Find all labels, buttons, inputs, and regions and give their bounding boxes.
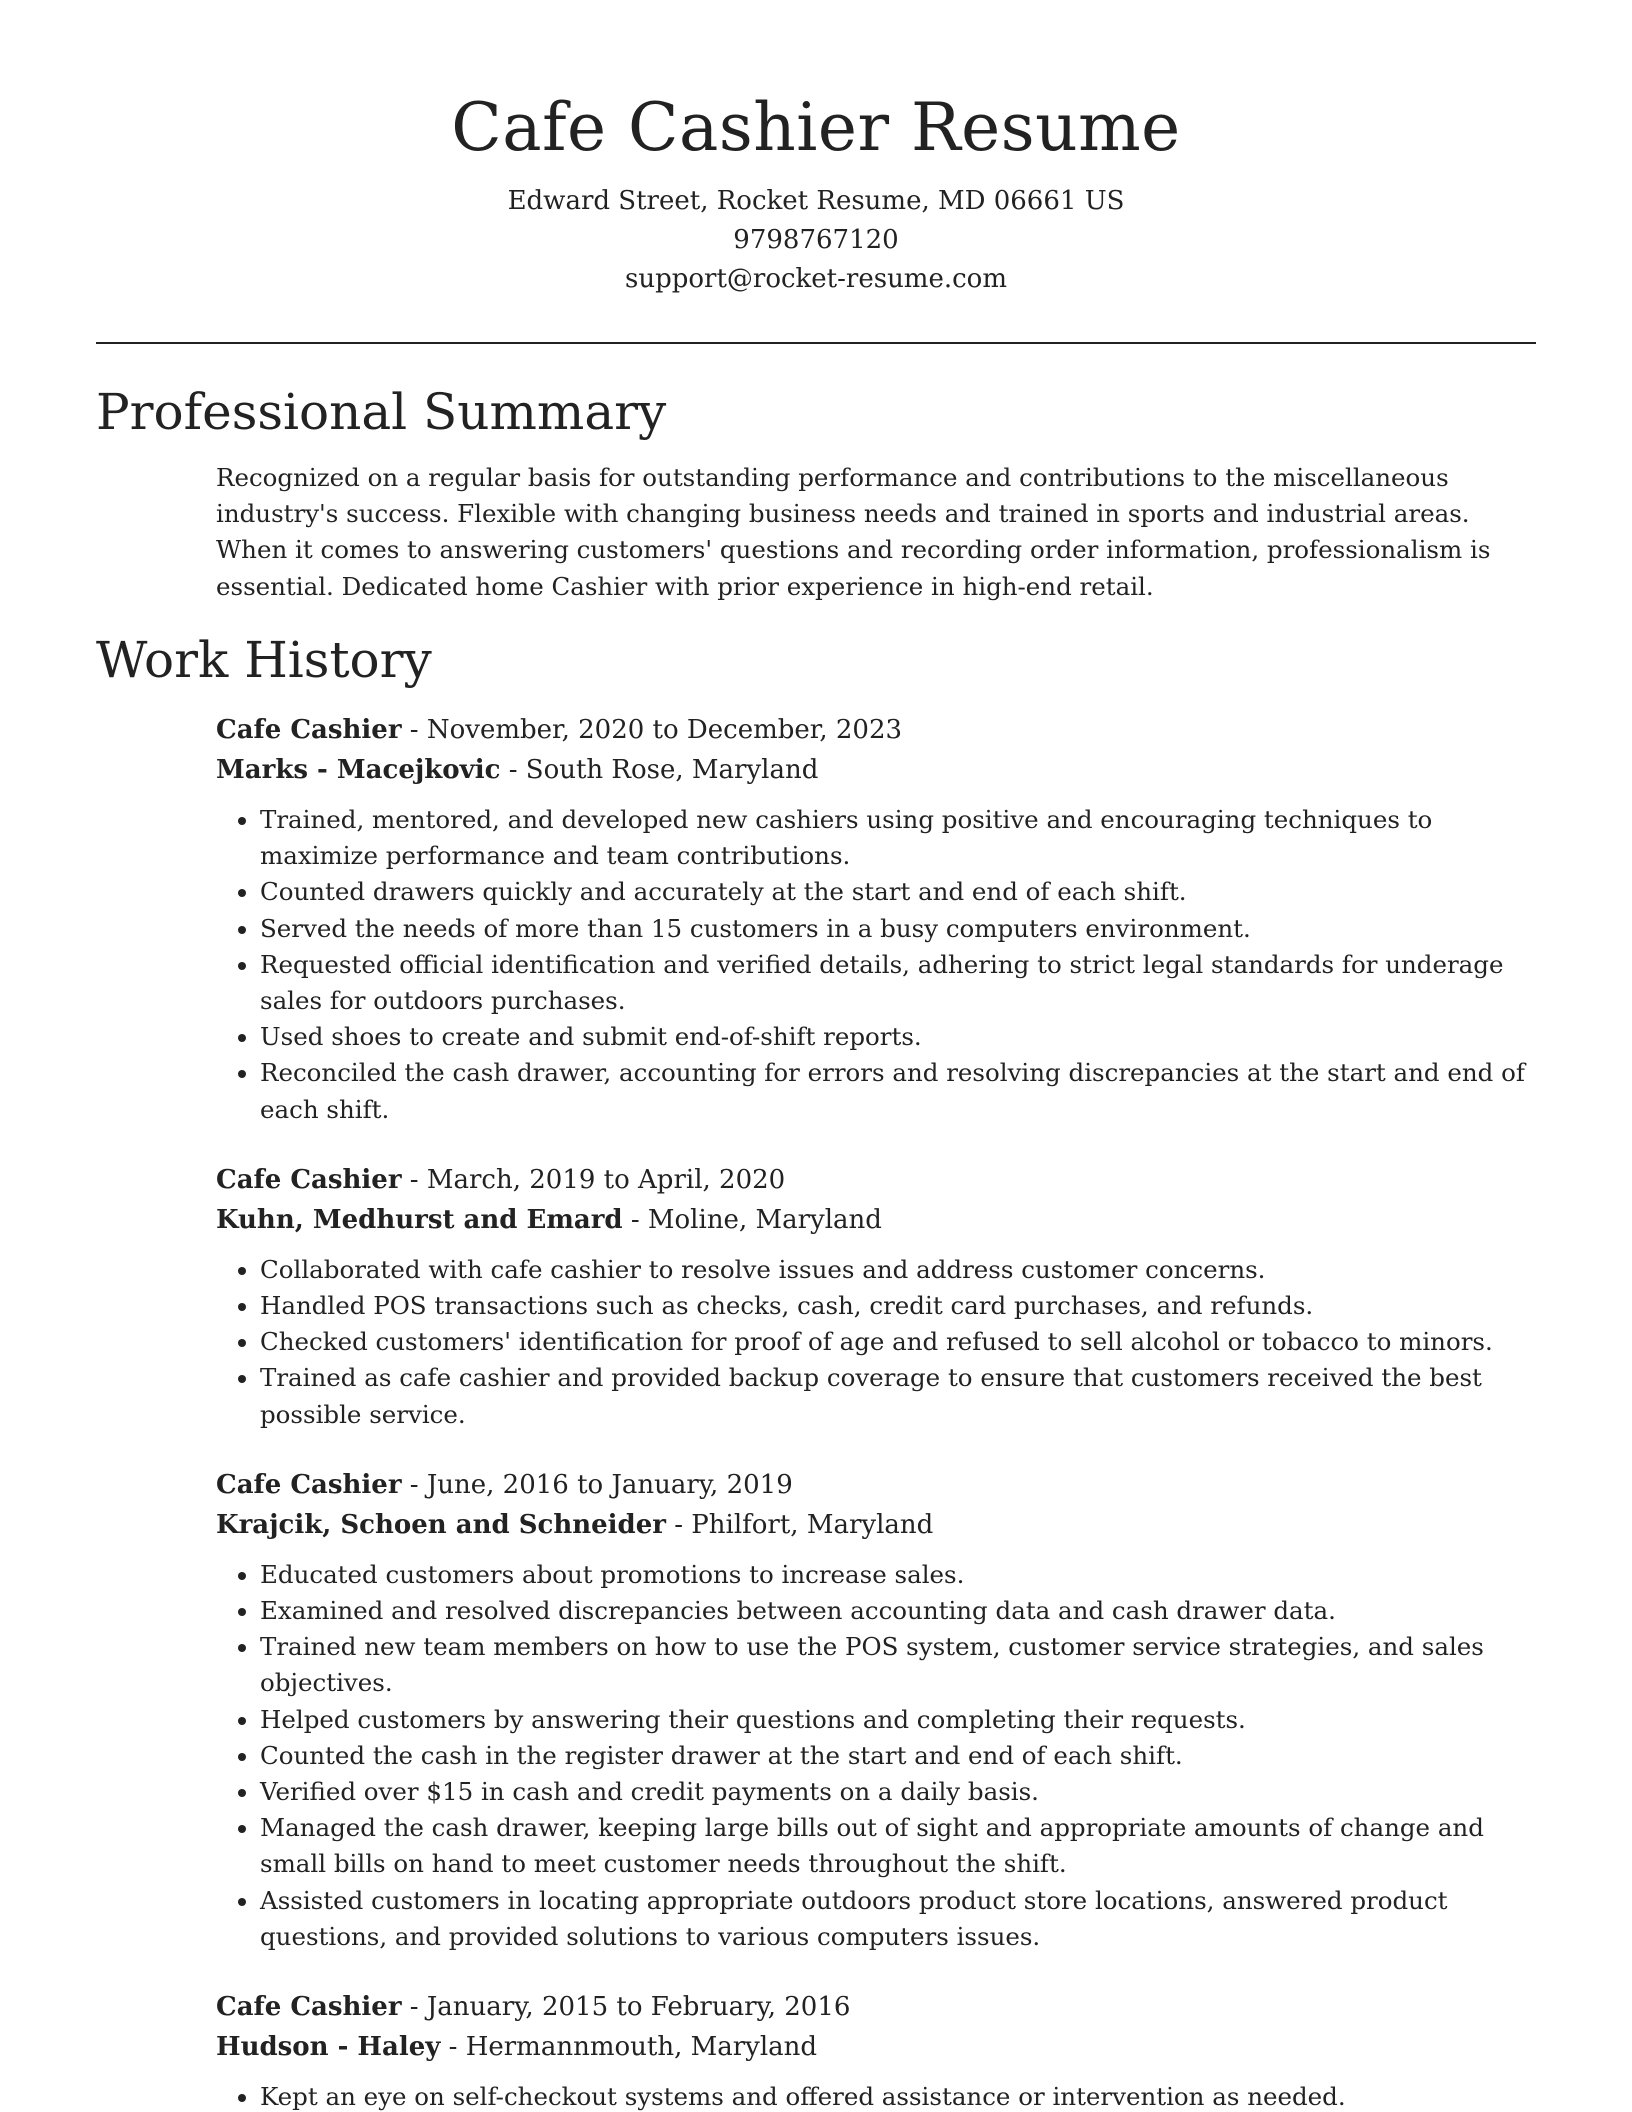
job-role: Cafe Cashier (216, 715, 402, 745)
job-bullet: • Served the needs of more than 15 customers in a busy computers environment. (260, 911, 1536, 947)
contact-phone: 9798767120 (733, 225, 899, 255)
job-dates: - March, 2019 to April, 2020 (401, 1164, 786, 1195)
job-location: - Moline, Maryland (622, 1204, 882, 1235)
job-company: Marks - Macejkovic (216, 755, 501, 785)
work-history-list (216, 710, 1536, 2112)
job-location: - Hermannmouth, Maryland (440, 2032, 818, 2063)
job-bullet: • Examined and resolved discrepancies between accounting data and cash drawer data. (260, 1593, 1536, 1629)
job-entry (216, 1465, 1536, 1955)
job-bullet: • Counted drawers quickly and accurately at the start and end of each shift. (260, 874, 1536, 910)
job-bullet: • Trained as cafe cashier and provided backup coverage to ensure that customers received the best possible service. (260, 1360, 1536, 1432)
job-org-line (216, 2027, 1536, 2067)
job-title-line (216, 1465, 1536, 1505)
job-role: Cafe Cashier (216, 1164, 402, 1195)
job-bullet: • Checked customers' identification for proof of age and refused to sell alcohol or tobacco to minors. (260, 1324, 1536, 1360)
job-location: - South Rose, Maryland (500, 755, 819, 785)
work-history-heading: Work History (96, 631, 432, 689)
job-bullet: • Kept an eye on self-checkout systems and offered assistance or intervention as needed. (260, 2079, 1536, 2112)
job-dates: - November, 2020 to December, 2023 (401, 715, 903, 745)
job-org-line (216, 750, 1536, 790)
job-title-line (216, 1160, 1536, 1200)
job-org-line (216, 1505, 1536, 1545)
job-bullet: • Verified over $15 in cash and credit payments on a daily basis. (260, 1774, 1536, 1810)
job-dates: - June, 2016 to January, 2019 (401, 1469, 793, 1500)
contact-address: Edward Street, Rocket Resume, MD 06661 US (507, 186, 1125, 216)
contact-block (0, 182, 1632, 299)
job-bullet: • Requested official identification and verified details, adhering to strict legal standards for underage sales for outdoors purchases. (260, 947, 1536, 1019)
job-company: Hudson - Haley (216, 2032, 441, 2063)
job-bullet: • Educated customers about promotions to increase sales. (260, 1557, 1536, 1593)
job-bullet-list (216, 2079, 1536, 2112)
job-org-line (216, 1200, 1536, 1240)
job-entry (216, 710, 1536, 1128)
summary-heading: Professional Summary (96, 383, 667, 441)
resume-header (0, 0, 1632, 299)
summary-text: Recognized on a regular basis for outstanding performance and contributions to the miscellaneous industry's success. Flexible with changing business needs and trained in sports and industrial areas. When it comes to answering customers' questions and recording order information, professionalism is essential. Dedicated home Cashier with prior experience in high-end retail. (216, 463, 1491, 601)
job-bullet-list (216, 1557, 1536, 1955)
job-bullet: • Collaborated with cafe cashier to resolve issues and address customer concerns. (260, 1252, 1536, 1288)
job-entry (216, 1160, 1536, 1433)
job-bullet: • Reconciled the cash drawer, accounting for errors and resolving discrepancies at the start and end of each shift. (260, 1055, 1536, 1127)
job-bullet: • Assisted customers in locating appropriate outdoors product store locations, answered product questions, and provided solutions to various computers issues. (260, 1883, 1536, 1955)
job-bullet: • Handled POS transactions such as checks, cash, credit card purchases, and refunds. (260, 1288, 1536, 1324)
job-company: Kuhn, Medhurst and Emard (216, 1204, 623, 1235)
job-location: - Philfort, Maryland (665, 1509, 934, 1540)
job-bullet: • Counted the cash in the register drawer at the start and end of each shift. (260, 1738, 1536, 1774)
job-bullet: • Helped customers by answering their questions and completing their requests. (260, 1702, 1536, 1738)
job-role: Cafe Cashier (216, 1469, 402, 1500)
resume-title: Cafe Cashier Resume (451, 89, 1181, 166)
job-bullet: • Trained, mentored, and developed new cashiers using positive and encouraging techniques to maximize performance and team contributions. (260, 802, 1536, 874)
job-bullet: • Trained new team members on how to use the POS system, customer service strategies, and sales objectives. (260, 1629, 1536, 1701)
job-bullet-list (216, 802, 1536, 1128)
job-company: Krajcik, Schoen and Schneider (216, 1509, 666, 1540)
job-bullet-list (216, 1252, 1536, 1433)
job-bullet: • Managed the cash drawer, keeping large bills out of sight and appropriate amounts of change and small bills on hand to meet customer needs throughout the shift. (260, 1810, 1536, 1882)
contact-email: support@rocket-resume.com (624, 264, 1007, 294)
job-bullet: • Used shoes to create and submit end-of-shift reports. (260, 1019, 1536, 1055)
job-entry (216, 1987, 1536, 2112)
job-title-line (216, 1987, 1536, 2027)
job-role: Cafe Cashier (216, 1992, 402, 2023)
job-title-line (216, 710, 1536, 750)
job-dates: - January, 2015 to February, 2016 (401, 1992, 851, 2023)
header-divider (96, 342, 1536, 344)
